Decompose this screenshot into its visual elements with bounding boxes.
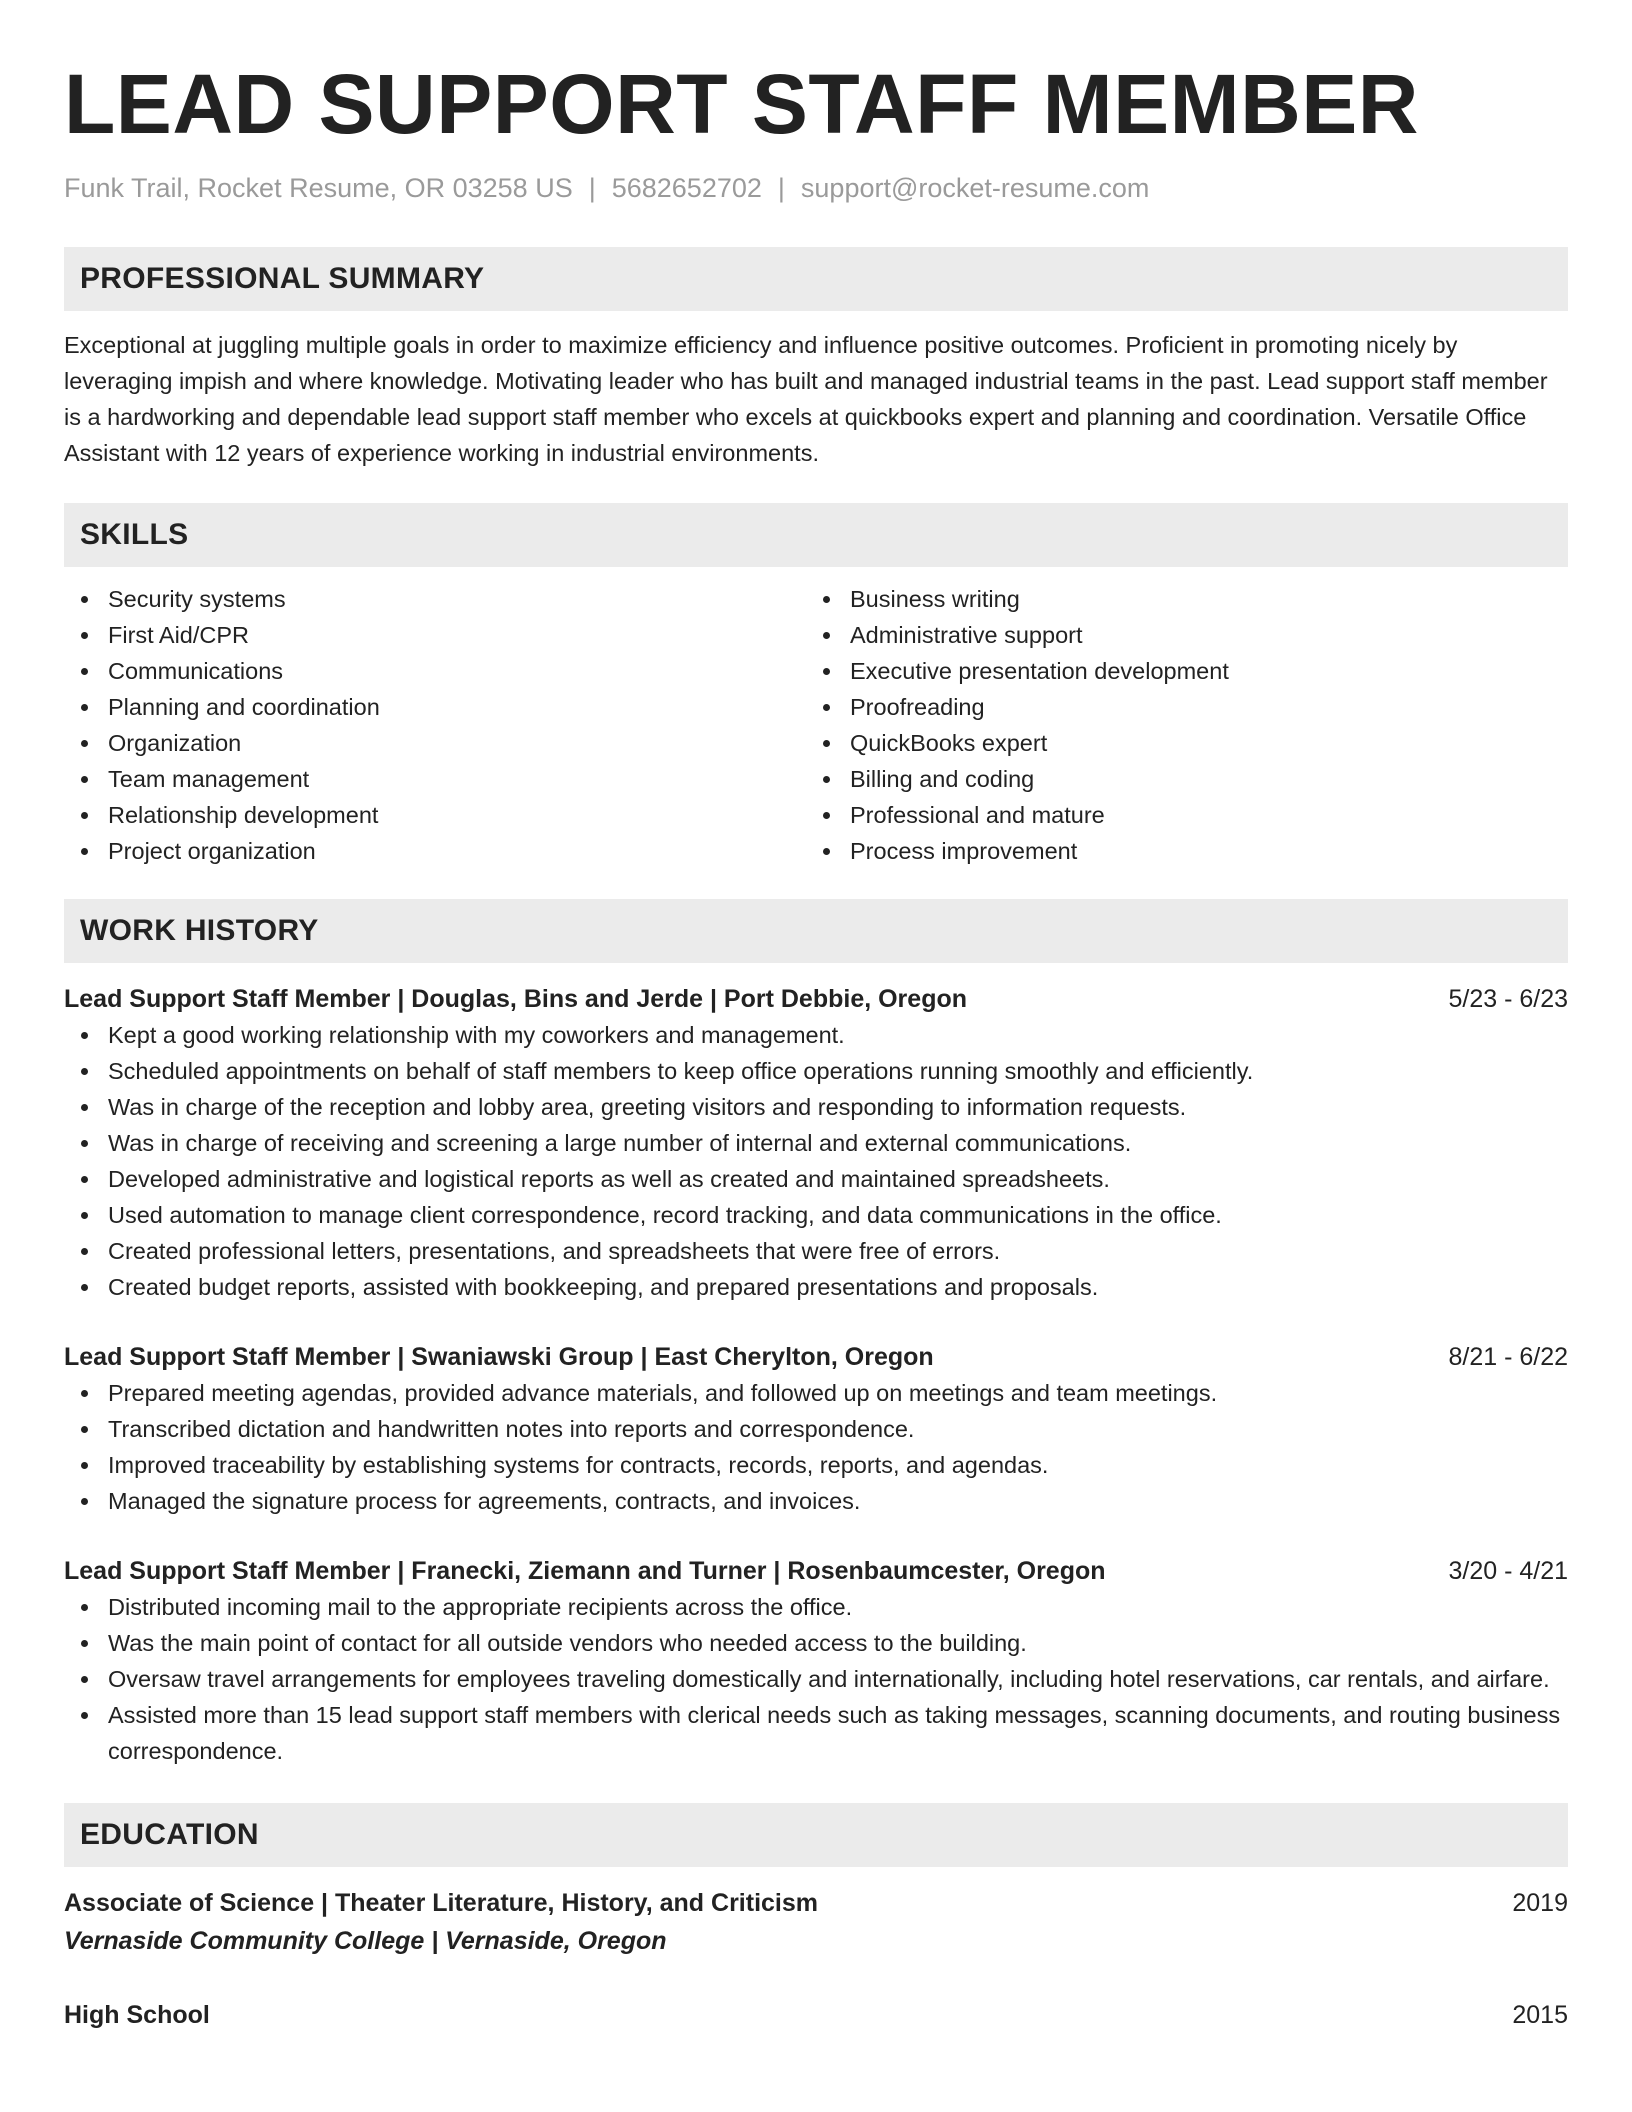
contact-line xyxy=(64,170,1568,206)
skill-item: Organization xyxy=(64,725,806,761)
job-duties-list xyxy=(64,1017,1568,1305)
job-title-line xyxy=(64,981,1568,1017)
skills-heading: SKILLS xyxy=(64,503,1568,567)
job-title: Lead Support Staff Member | Douglas, Bins and Jerde | Port Debbie, Oregon xyxy=(64,985,968,1013)
job-duty-item: Kept a good working relationship with my coworkers and management. xyxy=(64,1017,1568,1053)
skill-item: QuickBooks expert xyxy=(806,725,1548,761)
degree-title: High School xyxy=(64,2001,210,2029)
job-duty-item: Distributed incoming mail to the appropriate recipients across the office. xyxy=(64,1589,1568,1625)
phone-text: 5682652702 xyxy=(611,173,762,203)
skill-item: Relationship development xyxy=(64,797,806,833)
skill-item: Team management xyxy=(64,761,806,797)
separator: | xyxy=(777,173,785,203)
education-heading: EDUCATION xyxy=(64,1803,1568,1867)
skill-item: Process improvement xyxy=(806,833,1548,869)
job-duty-item: Was the main point of contact for all outside vendors who needed access to the building. xyxy=(64,1625,1568,1661)
skills-list xyxy=(64,581,1568,869)
job-duty-item: Created budget reports, assisted with bookkeeping, and prepared presentations and proposals. xyxy=(64,1269,1568,1305)
candidate-name: LEAD SUPPORT STAFF MEMBER xyxy=(64,57,1419,151)
education-degree-line xyxy=(64,1885,1568,1921)
separator: | xyxy=(588,173,596,203)
skill-item: Billing and coding xyxy=(806,761,1548,797)
skill-item: First Aid/CPR xyxy=(64,617,806,653)
address-text: Funk Trail, Rocket Resume, OR 03258 US xyxy=(64,173,573,203)
skills-column-left xyxy=(64,581,806,869)
school-name: Vernaside Community College | Vernaside, Oregon xyxy=(64,1927,667,1955)
skill-item: Administrative support xyxy=(806,617,1548,653)
job-duty-item: Created professional letters, presentations, and spreadsheets that were free of errors. xyxy=(64,1233,1568,1269)
job-duty-item: Improved traceability by establishing systems for contracts, records, reports, and agendas. xyxy=(64,1447,1568,1483)
job-title-line xyxy=(64,1553,1568,1589)
job-duty-item: Was in charge of receiving and screening a large number of internal and external communications. xyxy=(64,1125,1568,1161)
job-title: Lead Support Staff Member | Franecki, Ziemann and Turner | Rosenbaumcester, Oregon xyxy=(64,1557,1106,1585)
graduation-year: 2015 xyxy=(1512,2001,1568,2029)
job-duty-item: Prepared meeting agendas, provided advance materials, and followed up on meetings and team meetings. xyxy=(64,1375,1568,1411)
job-dates: 5/23 - 6/23 xyxy=(1448,985,1568,1013)
job-dates: 3/20 - 4/21 xyxy=(1448,1557,1568,1585)
work-history-heading: WORK HISTORY xyxy=(64,899,1568,963)
skill-item: Executive presentation development xyxy=(806,653,1548,689)
graduation-year: 2019 xyxy=(1512,1889,1568,1917)
skill-item: Business writing xyxy=(806,581,1548,617)
skill-item: Proofreading xyxy=(806,689,1548,725)
job-duty-item: Was in charge of the reception and lobby area, greeting visitors and responding to information requests. xyxy=(64,1089,1568,1125)
skill-item: Project organization xyxy=(64,833,806,869)
skills-column-right xyxy=(806,581,1548,869)
skill-item: Planning and coordination xyxy=(64,689,806,725)
resume-page xyxy=(64,0,1568,2033)
job-duty-item: Oversaw travel arrangements for employees traveling domestically and internationally, including hotel reservations, car rentals, and airfare. xyxy=(64,1661,1568,1697)
job-duty-item: Developed administrative and logistical reports as well as created and maintained spreadsheets. xyxy=(64,1161,1568,1197)
job-title-line xyxy=(64,1339,1568,1375)
job-duties-list xyxy=(64,1589,1568,1769)
summary-heading: PROFESSIONAL SUMMARY xyxy=(64,247,1568,311)
job-duty-item: Used automation to manage client correspondence, record tracking, and data communications in the office. xyxy=(64,1197,1568,1233)
skill-item: Security systems xyxy=(64,581,806,617)
education-degree-line xyxy=(64,1997,1568,2033)
job-duty-item: Managed the signature process for agreements, contracts, and invoices. xyxy=(64,1483,1568,1519)
skill-item: Professional and mature xyxy=(806,797,1548,833)
job-duties-list xyxy=(64,1375,1568,1519)
job-duty-item: Transcribed dictation and handwritten notes into reports and correspondence. xyxy=(64,1411,1568,1447)
skill-item: Communications xyxy=(64,653,806,689)
email-link[interactable]: support@rocket-resume.com xyxy=(800,173,1150,203)
degree-title: Associate of Science | Theater Literature, History, and Criticism xyxy=(64,1889,818,1917)
job-title: Lead Support Staff Member | Swaniawski Group | East Cherylton, Oregon xyxy=(64,1343,934,1371)
job-duty-item: Scheduled appointments on behalf of staff members to keep office operations running smoothly and efficiently. xyxy=(64,1053,1568,1089)
job-dates: 8/21 - 6/22 xyxy=(1448,1343,1568,1371)
job-duty-item: Assisted more than 15 lead support staff members with clerical needs such as taking messages, scanning documents, and routing business correspondence. xyxy=(64,1697,1568,1769)
summary-text: Exceptional at juggling multiple goals in order to maximize efficiency and influence positive outcomes. Proficient in promoting nicely by leveraging impish and where knowledge. Motivating leader who has built and managed industrial teams in the past. Lead support staff member is a hardworking and dependable lead support staff member who excels at quickbooks expert and planning and coordination. Versatile Office Assistant with 12 years of experience working in industrial environments. xyxy=(64,332,1548,466)
